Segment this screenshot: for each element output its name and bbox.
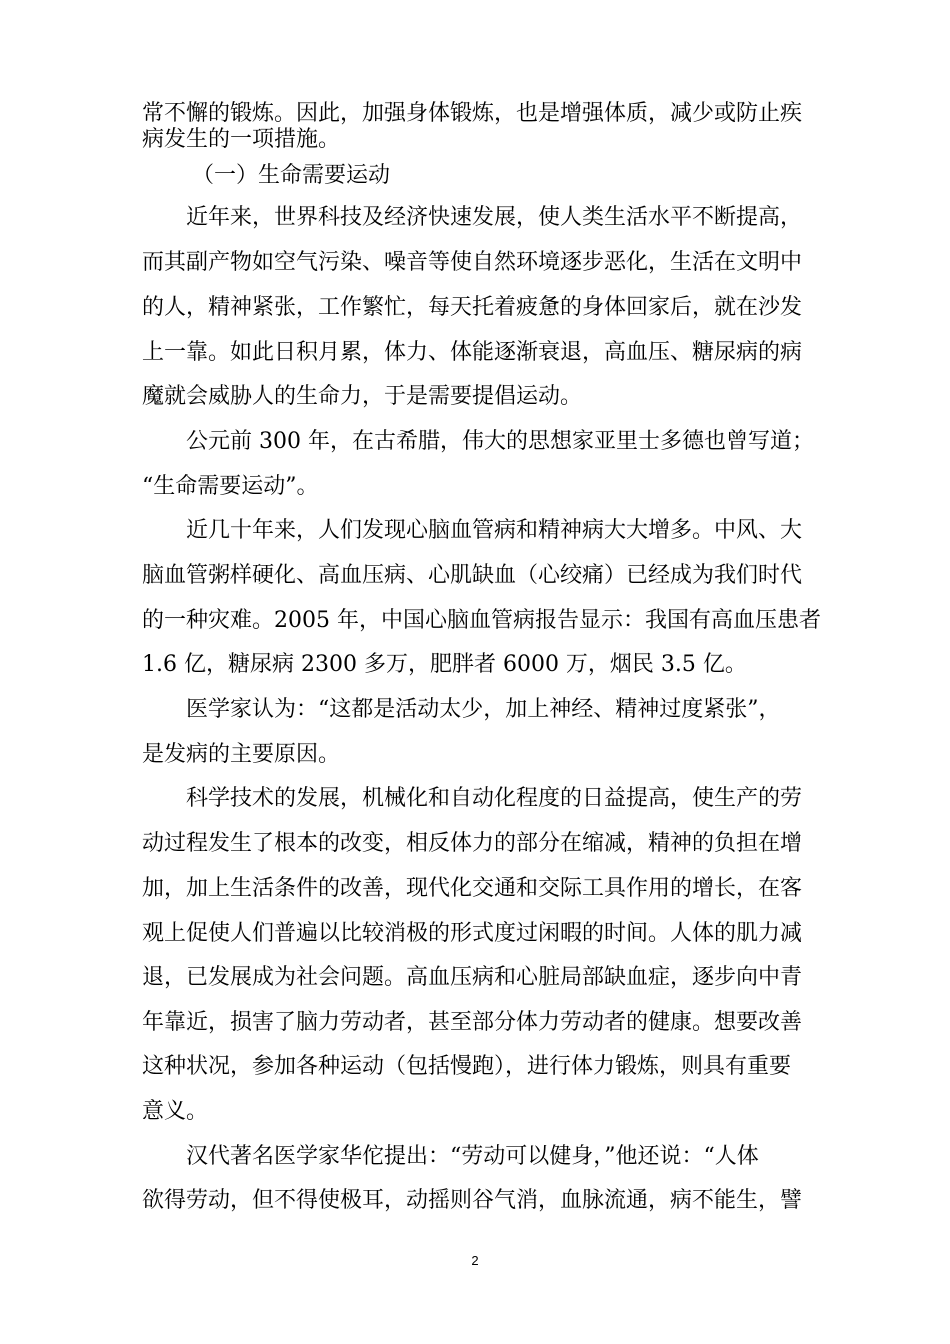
text-line: 近几十年来，人们发现心脑血管病和精神病大大增多。中风、大 bbox=[186, 518, 803, 543]
text-line: 脑血管粥样硬化、高血压病、心肌缺血（心绞痛）已经成为我们时代 bbox=[142, 563, 803, 588]
text-line: 意义。 bbox=[142, 1099, 209, 1124]
text-line: 1.6 亿，糖尿病 2300 多万，肥胖者 6000 万，烟民 3.5 亿。 bbox=[142, 652, 747, 677]
text-line: 病发生的一项措施。 bbox=[142, 127, 341, 152]
text-line: 观上促使人们普遍以比较消极的形式度过闲暇的时间。人体的肌力减 bbox=[142, 921, 803, 946]
text-line: 动过程发生了根本的改变，相反体力的部分在缩减，精神的负担在增 bbox=[142, 831, 803, 856]
text-line: “生命需要运动”。 bbox=[142, 474, 319, 499]
text-line: 上一靠。如此日积月累，体力、体能逐渐衰退，高血压、糖尿病的病 bbox=[142, 340, 803, 365]
text-line: 欲得劳动，但不得使极耳，动摇则谷气消，血脉流通，病不能生，譬 bbox=[142, 1188, 803, 1213]
text-line: 年靠近，损害了脑力劳动者，甚至部分体力劳动者的健康。想要改善 bbox=[142, 1010, 803, 1035]
text-line: 科学技术的发展，机械化和自动化程度的日益提高，使生产的劳 bbox=[186, 786, 803, 811]
text-line: 这种状况，参加各种运动（包括慢跑），进行体力锻炼，则具有重要 bbox=[142, 1054, 792, 1079]
text-line: 近年来，世界科技及经济快速发展，使人类生活水平不断提高， bbox=[186, 205, 803, 230]
section-heading: （一）生命需要运动 bbox=[192, 163, 391, 188]
text-line: 退，已发展成为社会问题。高血压病和心脏局部缺血症，逐步向中青 bbox=[142, 965, 803, 990]
text-line: 而其副产物如空气污染、噪音等使自然环境逐步恶化，生活在文明中 bbox=[142, 250, 803, 275]
text-line: 是发病的主要原因。 bbox=[142, 742, 341, 767]
text-line: 医学家认为：“这都是活动太少，加上神经、精神过度紧张”， bbox=[186, 697, 781, 722]
page-number: 2 bbox=[471, 1253, 479, 1268]
text-line: 公元前 300 年，在古希腊，伟大的思想家亚里士多德也曾写道； bbox=[186, 429, 814, 454]
text-line: 的人，精神紧张，工作繁忙，每天托着疲惫的身体回家后，就在沙发 bbox=[142, 295, 803, 320]
text-line: 魔就会威胁人的生命力，于是需要提倡运动。 bbox=[142, 384, 583, 409]
text-line: 的一种灾难。2005 年，中国心脑血管病报告显示：我国有高血压患者 bbox=[142, 608, 821, 633]
text-line: 加，加上生活条件的改善，现代化交通和交际工具作用的增长，在客 bbox=[142, 876, 803, 901]
text-line: 常不懈的锻炼。因此，加强身体锻炼，也是增强体质，减少或防止疾 bbox=[142, 101, 803, 126]
text-line: 汉代著名医学家华佗提出：“劳动可以健身，”他还说：“人体 bbox=[186, 1144, 759, 1169]
